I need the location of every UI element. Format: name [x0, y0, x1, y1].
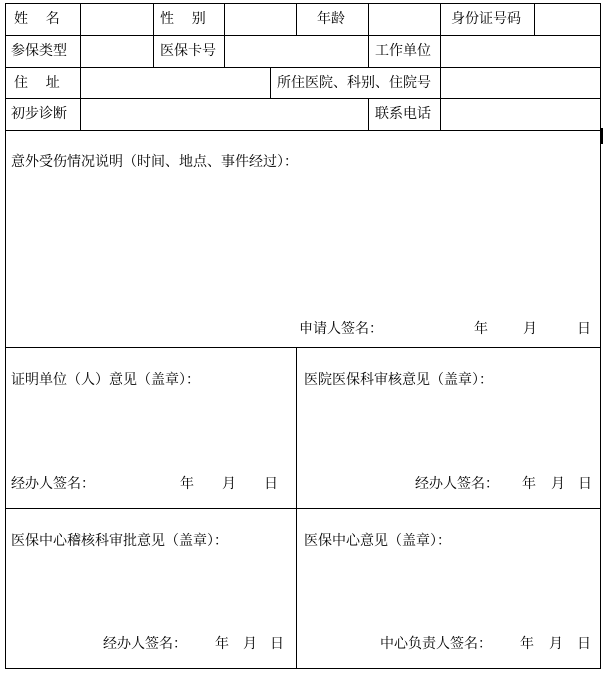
- rule: [5, 508, 601, 509]
- hospital-field[interactable]: [441, 68, 600, 98]
- id-number-label: 身份证号码: [451, 11, 521, 27]
- age-field[interactable]: [369, 4, 440, 35]
- address-field[interactable]: [81, 68, 270, 98]
- age-label: 年龄: [317, 11, 345, 27]
- date-day: 日: [578, 476, 592, 492]
- center-opinion-area[interactable]: [297, 553, 600, 633]
- handler-sign-label: 经办人签名：: [103, 636, 187, 652]
- audit-dept-opinion-area[interactable]: [6, 553, 296, 633]
- hospital-review-title: 医院医保科审核意见（盖章）：: [304, 372, 493, 388]
- date-day: 日: [264, 476, 278, 492]
- rule: [368, 35, 369, 67]
- accident-description-area[interactable]: [6, 175, 600, 315]
- accident-description-title: 意外受伤情况说明（时间、地点、事件经过）：: [11, 154, 298, 170]
- center-opinion-title: 医保中心意见（盖章）：: [304, 533, 451, 549]
- date-year: 年: [522, 476, 536, 492]
- cert-unit-title: 证明单位（人）意见（盖章）：: [11, 372, 200, 388]
- phone-label: 联系电话: [375, 106, 431, 122]
- date-day: 日: [577, 321, 591, 337]
- rule: [5, 668, 601, 669]
- hospital-review-opinion-area[interactable]: [297, 392, 600, 472]
- diagnosis-field[interactable]: [81, 99, 368, 130]
- date-year: 年: [520, 636, 534, 652]
- date-year: 年: [215, 636, 229, 652]
- name-field[interactable]: [81, 4, 153, 35]
- gender-field[interactable]: [225, 4, 296, 35]
- cert-unit-opinion-area[interactable]: [6, 392, 296, 472]
- date-year: 年: [474, 321, 488, 337]
- rule: [368, 98, 369, 130]
- handler-sign-label: 经办人签名：: [415, 476, 499, 492]
- insurance-type-field[interactable]: [81, 36, 153, 67]
- employer-field[interactable]: [441, 36, 600, 67]
- date-month: 月: [523, 321, 537, 337]
- rule: [440, 3, 441, 35]
- rule: [153, 35, 154, 67]
- hospital-label: 所住医院、科别、住院号: [277, 75, 431, 91]
- rule: [153, 3, 154, 35]
- date-month: 月: [551, 476, 565, 492]
- rule: [296, 3, 297, 35]
- rule: [270, 67, 271, 98]
- date-month: 月: [222, 476, 236, 492]
- rule: [5, 130, 601, 131]
- date-day: 日: [270, 636, 284, 652]
- rule: [601, 128, 603, 144]
- rule: [600, 3, 601, 669]
- id-number-field[interactable]: [535, 4, 600, 35]
- diagnosis-label: 初步诊断: [11, 106, 67, 122]
- name-label: 姓 名: [14, 11, 60, 27]
- medical-card-field[interactable]: [225, 36, 368, 67]
- date-month: 月: [549, 636, 563, 652]
- address-label: 住 址: [14, 75, 60, 91]
- insurance-type-label: 参保类型: [11, 43, 67, 59]
- rule: [5, 347, 601, 348]
- director-sign-label: 中心负责人签名：: [380, 636, 492, 652]
- handler-sign-label: 经办人签名：: [11, 476, 95, 492]
- date-month: 月: [243, 636, 257, 652]
- medical-card-label: 医保卡号: [160, 43, 216, 59]
- applicant-sign-label: 申请人签名：: [299, 321, 383, 337]
- audit-dept-title: 医保中心稽核科审批意见（盖章）：: [11, 533, 228, 549]
- date-year: 年: [180, 476, 194, 492]
- employer-label: 工作单位: [375, 43, 431, 59]
- gender-label: 性 别: [160, 11, 206, 27]
- phone-field[interactable]: [441, 99, 600, 130]
- date-day: 日: [577, 636, 591, 652]
